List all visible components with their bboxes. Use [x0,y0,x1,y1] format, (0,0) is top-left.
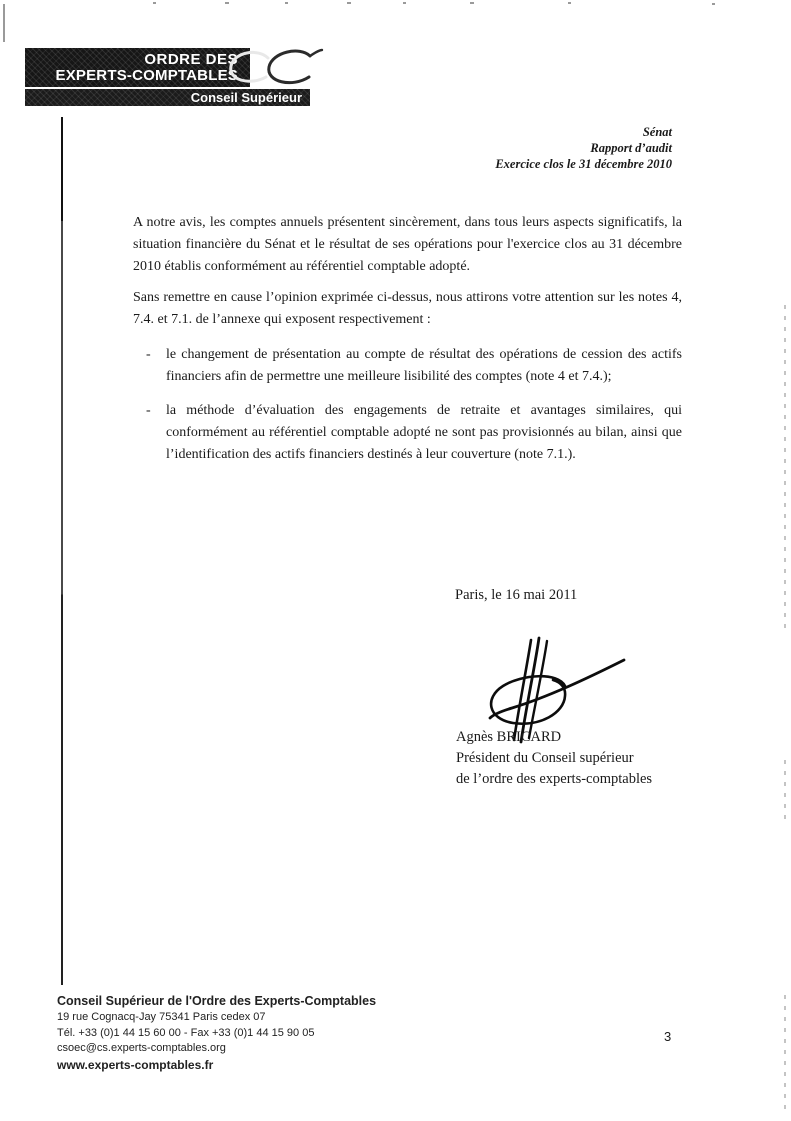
letter-body [133,212,682,466]
cc-script-monogram-icon [224,44,324,94]
scan-artifact [712,3,715,5]
bullet-dash: - [146,403,151,418]
scan-artifact-edge [784,760,786,820]
scan-artifact [470,2,474,4]
scan-artifact [403,2,406,4]
footer-contact-block [57,993,376,1073]
footer-email: csoec@cs.experts-comptables.org [57,1042,226,1054]
footer-address: 19 rue Cognacq-Jay 75341 Paris cedex 07 [57,1011,266,1023]
list-item [133,400,682,466]
signatory-block [456,727,652,790]
footer-org-name: Conseil Supérieur de l'Ordre des Experts-Comptables [57,994,377,1008]
dateline: Paris, le 16 mai 2011 [455,587,578,603]
doc-ref-title: Rapport d’audit [590,141,672,155]
scan-artifact [153,2,156,4]
scan-artifact-edge [784,995,786,1115]
bullet-text: la méthode d’évaluation des engagements de retraite et avantages similaires, qui conformément au référentiel comptable adopté ne sont pas provisionnés au bilan, ainsi que l’identification des actifs financiers destinés à leur couverture (note 7.1.). [166,403,682,462]
footer-phone-fax: Tél. +33 (0)1 44 15 60 00 - Fax +33 (0)1 44 15 90 05 [57,1026,315,1039]
doc-ref-period: Exercice clos le 31 décembre 2010 [495,157,672,171]
document-reference-block [495,124,672,172]
scan-artifact [3,4,5,42]
signatory-title-line1: Président du Conseil supérieur [456,750,634,766]
scan-artifact [568,2,571,4]
scan-artifact [285,2,288,4]
footer-website: www.experts-comptables.fr [57,1057,214,1072]
scan-artifact-edge [784,305,786,635]
logo-line1: ORDRE DES [144,50,238,68]
signatory-title-line2: de l’ordre des experts-comptables [456,771,653,787]
opinion-paragraph: A notre avis, les comptes annuels présentent sincèrement, dans tous leurs aspects significatifs, la situation financière du Sénat et le résultat de ses opérations pour l'exercice clos au 31 décembre 2010 établis conformément au référentiel comptable adopté. [133,215,682,274]
scan-artifact [347,2,351,4]
scan-artifact-vertical-line [61,117,63,985]
bullet-text: le changement de présentation au compte de résultat des opérations de cession des actifs financiers afin de permettre une meilleure lisibilité des comptes (note 4 et 7.4.); [166,347,682,384]
observation-paragraph: Sans remettre en cause l’opinion exprimée ci-dessus, nous attirons votre attention sur les notes 4, 7.4. et 7.1. de l’annexe qui exposent respectivement : [133,290,682,327]
scan-artifact [225,2,229,4]
logo-ordre-experts-comptables [25,48,250,87]
doc-ref-entity: Sénat [642,125,672,139]
bullet-dash: - [146,347,151,362]
list-item [133,344,682,388]
page-number: 3 [664,1029,672,1044]
logo-subtitle-bar: Conseil Supérieur [25,89,310,106]
logo-line2: EXPERTS-COMPTABLES [55,66,238,84]
signatory-name: Agnès BRICARD [456,729,562,745]
